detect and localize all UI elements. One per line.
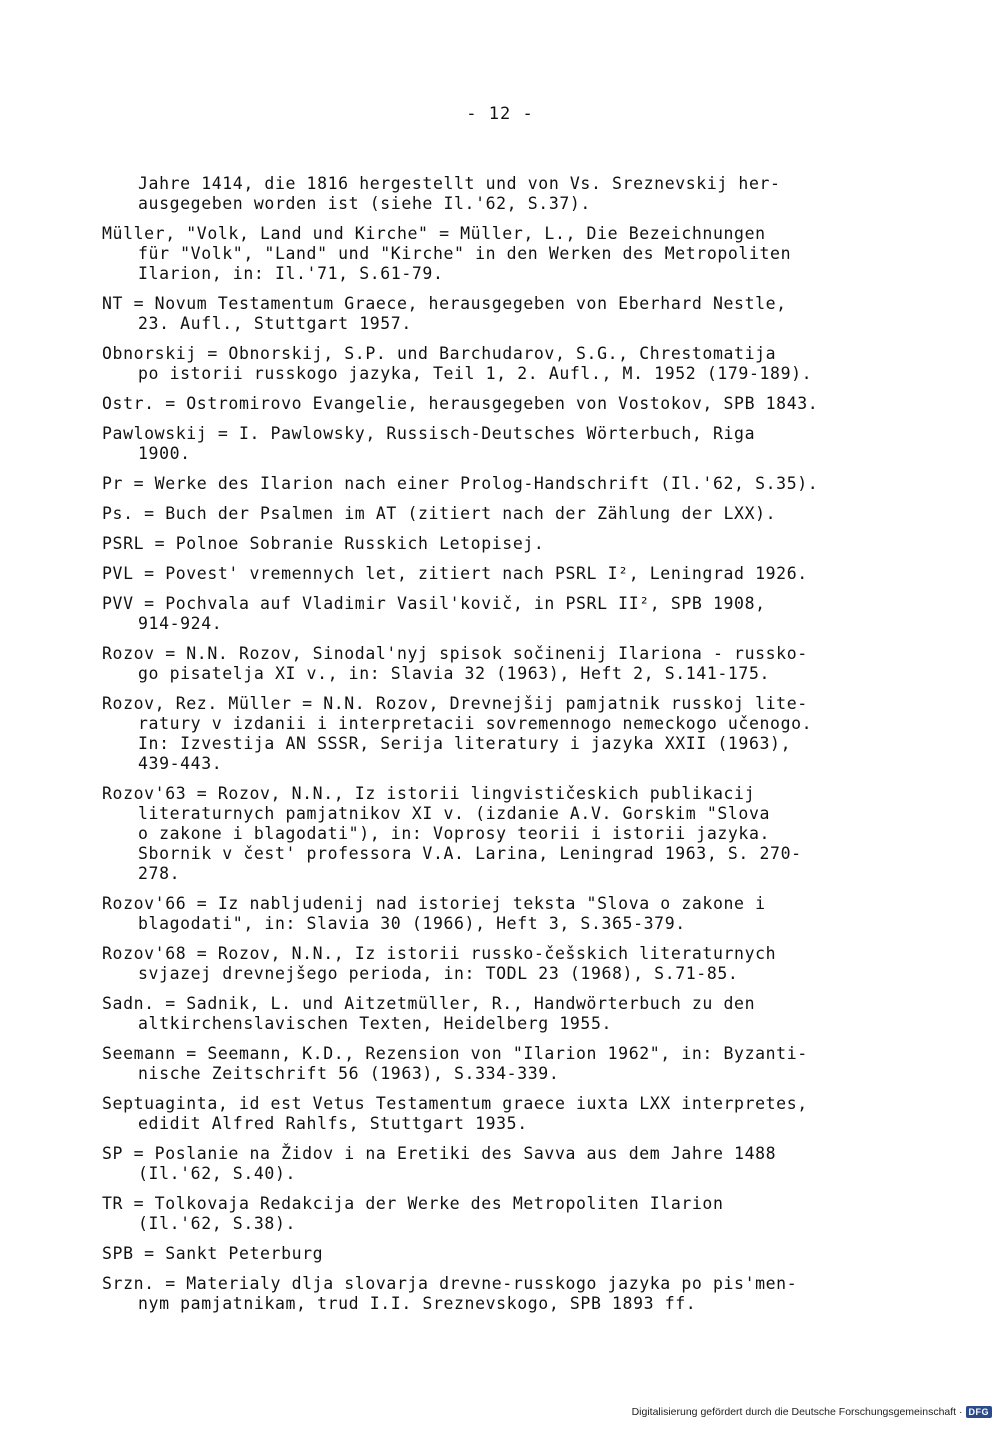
entry-line: In: Izvestija AN SSSR, Serija literatury i jazyka XXII (1963), xyxy=(138,734,792,753)
entry-line: SP = Poslanie na Židov i na Eretiki des Savva aus dem Jahre 1488 xyxy=(102,1144,777,1163)
entry-line: Rozov'63 = Rozov, N.N., Iz istorii lingvističeskich publikacij xyxy=(102,784,756,803)
bibliography-entry xyxy=(102,424,902,464)
bibliography-entry xyxy=(102,564,902,584)
entry-line: (Il.'62, S.40). xyxy=(138,1164,297,1183)
entry-line: Müller, "Volk, Land und Kirche" = Müller, L., Die Bezeichnungen xyxy=(102,224,766,243)
entry-line: altkirchenslavischen Texten, Heidelberg 1955. xyxy=(138,1014,613,1033)
bibliography-entry xyxy=(102,994,902,1034)
bibliography-list xyxy=(102,174,902,1324)
entry-line: SPB = Sankt Peterburg xyxy=(102,1244,324,1263)
entry-line: 439-443. xyxy=(138,754,223,773)
entry-line: literaturnych pamjatnikov XI v. (izdanie A.V. Gorskim "Slova xyxy=(138,804,771,823)
entry-line: go pisatelja XI v., in: Slavia 32 (1963), Heft 2, S.141-175. xyxy=(138,664,771,683)
entry-line: Jahre 1414, die 1816 hergestellt und von Vs. Sreznevskij her- xyxy=(138,174,781,193)
entry-line: Srzn. = Materialy dlja slovarja drevne-russkogo jazyka po pis'men- xyxy=(102,1274,798,1293)
entry-line: Sadn. = Sadnik, L. und Aitzetmüller, R., Handwörterbuch zu den xyxy=(102,994,756,1013)
bibliography-entry xyxy=(102,1274,902,1314)
entry-line: PVL = Povest' vremennych let, zitiert nach PSRL I², Leningrad 1926. xyxy=(102,564,808,583)
entry-line: 23. Aufl., Stuttgart 1957. xyxy=(138,314,412,333)
entry-line: edidit Alfred Rahlfs, Stuttgart 1935. xyxy=(138,1114,528,1133)
entry-line: Ps. = Buch der Psalmen im AT (zitiert nach der Zählung der LXX). xyxy=(102,504,777,523)
entry-line: nym pamjatnikam, trud I.I. Sreznevskogo, SPB 1893 ff. xyxy=(138,1294,697,1313)
entry-line: (Il.'62, S.38). xyxy=(138,1214,297,1233)
entry-line: NT = Novum Testamentum Graece, herausgegeben von Eberhard Nestle, xyxy=(102,294,787,313)
entry-line: Rozov, Rez. Müller = N.N. Rozov, Drevnejšij pamjatnik russkoj lite- xyxy=(102,694,808,713)
entry-line: Ilarion, in: Il.'71, S.61-79. xyxy=(138,264,444,283)
entry-line: ausgegeben worden ist (siehe Il.'62, S.37). xyxy=(138,194,591,213)
bibliography-entry xyxy=(102,784,902,884)
bibliography-entry xyxy=(102,1044,902,1084)
entry-line: Ostr. = Ostromirovo Evangelie, herausgegeben von Vostokov, SPB 1843. xyxy=(102,394,819,413)
entry-line: PVV = Pochvala auf Vladimir Vasil'kovič, in PSRL II², SPB 1908, xyxy=(102,594,766,613)
bibliography-entry xyxy=(102,224,902,284)
entry-line: blagodati", in: Slavia 30 (1966), Heft 3, S.365-379. xyxy=(138,914,686,933)
entry-line: TR = Tolkovaja Redakcija der Werke des Metropoliten Ilarion xyxy=(102,1194,724,1213)
dfg-logo-icon: DFG xyxy=(966,1406,993,1418)
entry-line: 278. xyxy=(138,864,181,883)
footer-text: Digitalisierung gefördert durch die Deutsche Forschungsgemeinschaft · xyxy=(631,1406,963,1418)
entry-line: PSRL = Polnoe Sobranie Russkich Letopisej. xyxy=(102,534,545,553)
entry-line: ratury v izdanii i interpretacii sovremennogo nemeckogo učenogo. xyxy=(138,714,813,733)
entry-line: Pr = Werke des Ilarion nach einer Prolog-Handschrift (Il.'62, S.35). xyxy=(102,474,819,493)
entry-line: 914-924. xyxy=(138,614,223,633)
entry-line: svjazej drevnejšego perioda, in: TODL 23 (1968), S.71-85. xyxy=(138,964,739,983)
entry-line: Obnorskij = Obnorskij, S.P. und Barchudarov, S.G., Chrestomatija xyxy=(102,344,777,363)
entry-line: Pawlowskij = I. Pawlowsky, Russisch-Deutsches Wörterbuch, Riga xyxy=(102,424,756,443)
entry-line: nische Zeitschrift 56 (1963), S.334-339. xyxy=(138,1064,560,1083)
entry-line: po istorii russkogo jazyka, Teil 1, 2. Aufl., M. 1952 (179-189). xyxy=(138,364,813,383)
entry-line: Rozov'68 = Rozov, N.N., Iz istorii russko-češskich literaturnych xyxy=(102,944,777,963)
bibliography-entry xyxy=(102,1244,902,1264)
entry-line: Septuaginta, id est Vetus Testamentum graece iuxta LXX interpretes, xyxy=(102,1094,808,1113)
bibliography-entry xyxy=(102,1094,902,1134)
entry-line: Sbornik v čest' professora V.A. Larina, Leningrad 1963, S. 270- xyxy=(138,844,802,863)
entry-line: Rozov'66 = Iz nabljudenij nad istoriej teksta "Slova o zakone i xyxy=(102,894,766,913)
bibliography-entry xyxy=(102,644,902,684)
funding-footer xyxy=(632,1406,992,1418)
bibliography-entry xyxy=(102,294,902,334)
bibliography-entry xyxy=(102,344,902,384)
entry-line: o zakone i blagodati"), in: Voprosy teorii i istorii jazyka. xyxy=(138,824,771,843)
bibliography-entry xyxy=(102,174,902,214)
bibliography-entry xyxy=(102,474,902,494)
entry-line: Seemann = Seemann, K.D., Rezension von "Ilarion 1962", in: Byzanti- xyxy=(102,1044,808,1063)
bibliography-entry xyxy=(102,594,902,634)
entry-line: für "Volk", "Land" und "Kirche" in den Werken des Metropoliten xyxy=(138,244,792,263)
bibliography-entry xyxy=(102,944,902,984)
bibliography-entry xyxy=(102,894,902,934)
page-number: - 12 - xyxy=(466,104,534,124)
bibliography-entry xyxy=(102,694,902,774)
bibliography-entry xyxy=(102,1144,902,1184)
bibliography-entry xyxy=(102,394,902,414)
entry-line: 1900. xyxy=(138,444,191,463)
bibliography-entry xyxy=(102,504,902,524)
bibliography-entry xyxy=(102,534,902,554)
bibliography-entry xyxy=(102,1194,902,1234)
entry-line: Rozov = N.N. Rozov, Sinodal'nyj spisok sočinenij Ilariona - russko- xyxy=(102,644,808,663)
